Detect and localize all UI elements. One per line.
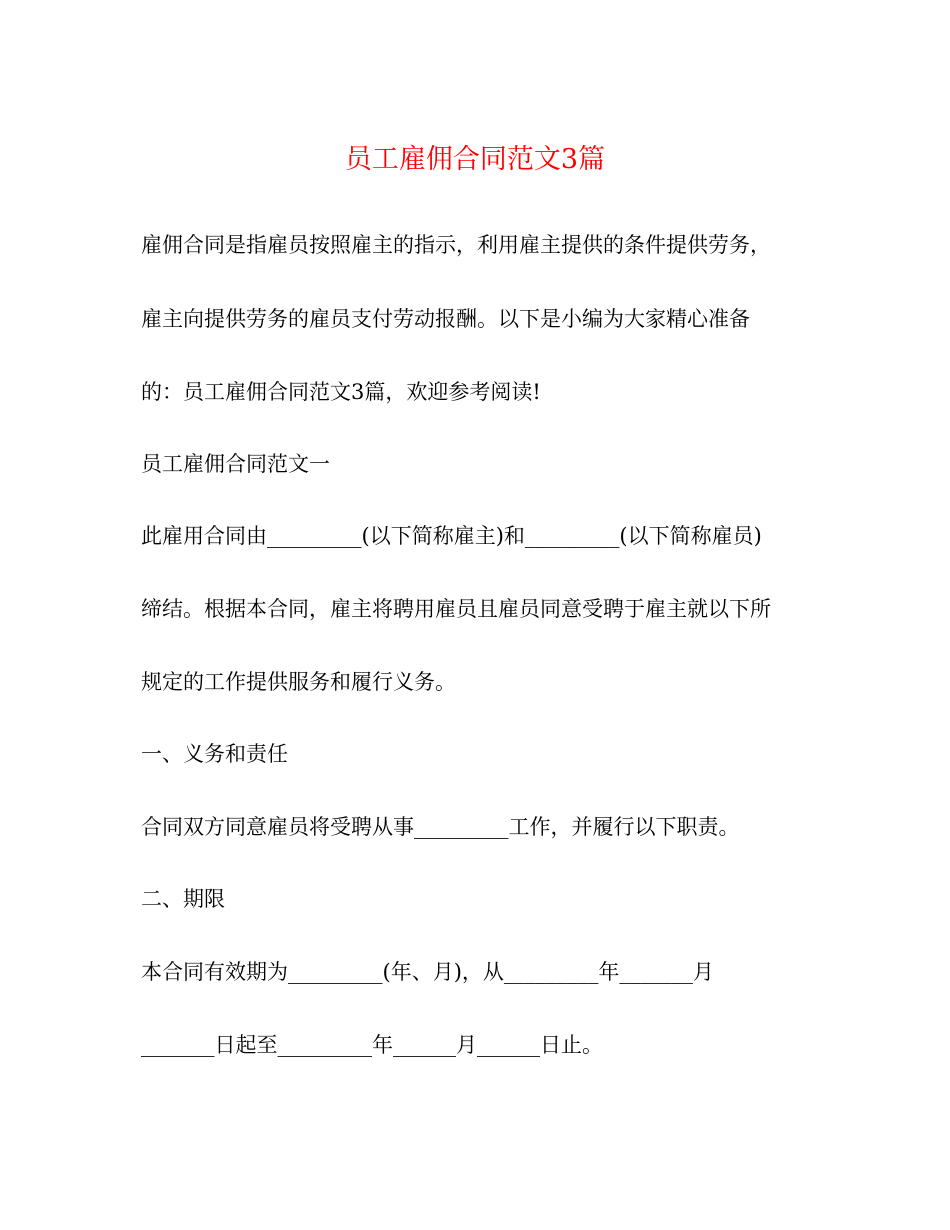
document-title: 员工雇佣合同范文3篇 (344, 144, 606, 175)
section-heading: 一、义务和责任 (141, 742, 288, 766)
paragraph-line: 雇主向提供劳务的雇员支付劳动报酬。以下是小编为大家精心准备 (141, 307, 750, 331)
paragraph-line: 规定的工作提供服务和履行义务。 (141, 670, 456, 694)
paragraph-line: 的：员工雇佣合同范文3篇，欢迎参考阅读! (141, 380, 541, 404)
paragraph-line: _______日起至_________年______月______日止。 (141, 1033, 603, 1057)
paragraph-line: 本合同有效期为_________(年、月)，从_________年_______月 (141, 960, 714, 984)
paragraph-line: 此雇用合同由_________(以下简称雇主)和_________(以下简称雇员) (141, 524, 762, 548)
paragraph-line: 合同双方同意雇员将受聘从事_________工作，并履行以下职责。 (141, 815, 740, 839)
section-heading: 二、期限 (141, 887, 225, 911)
section-heading: 员工雇佣合同范文一 (141, 452, 330, 476)
paragraph-line: 雇佣合同是指雇员按照雇主的指示，利用雇主提供的条件提供劳务， (141, 233, 771, 257)
paragraph-line: 缔结。根据本合同，雇主将聘用雇员且雇员同意受聘于雇主就以下所 (141, 597, 771, 621)
